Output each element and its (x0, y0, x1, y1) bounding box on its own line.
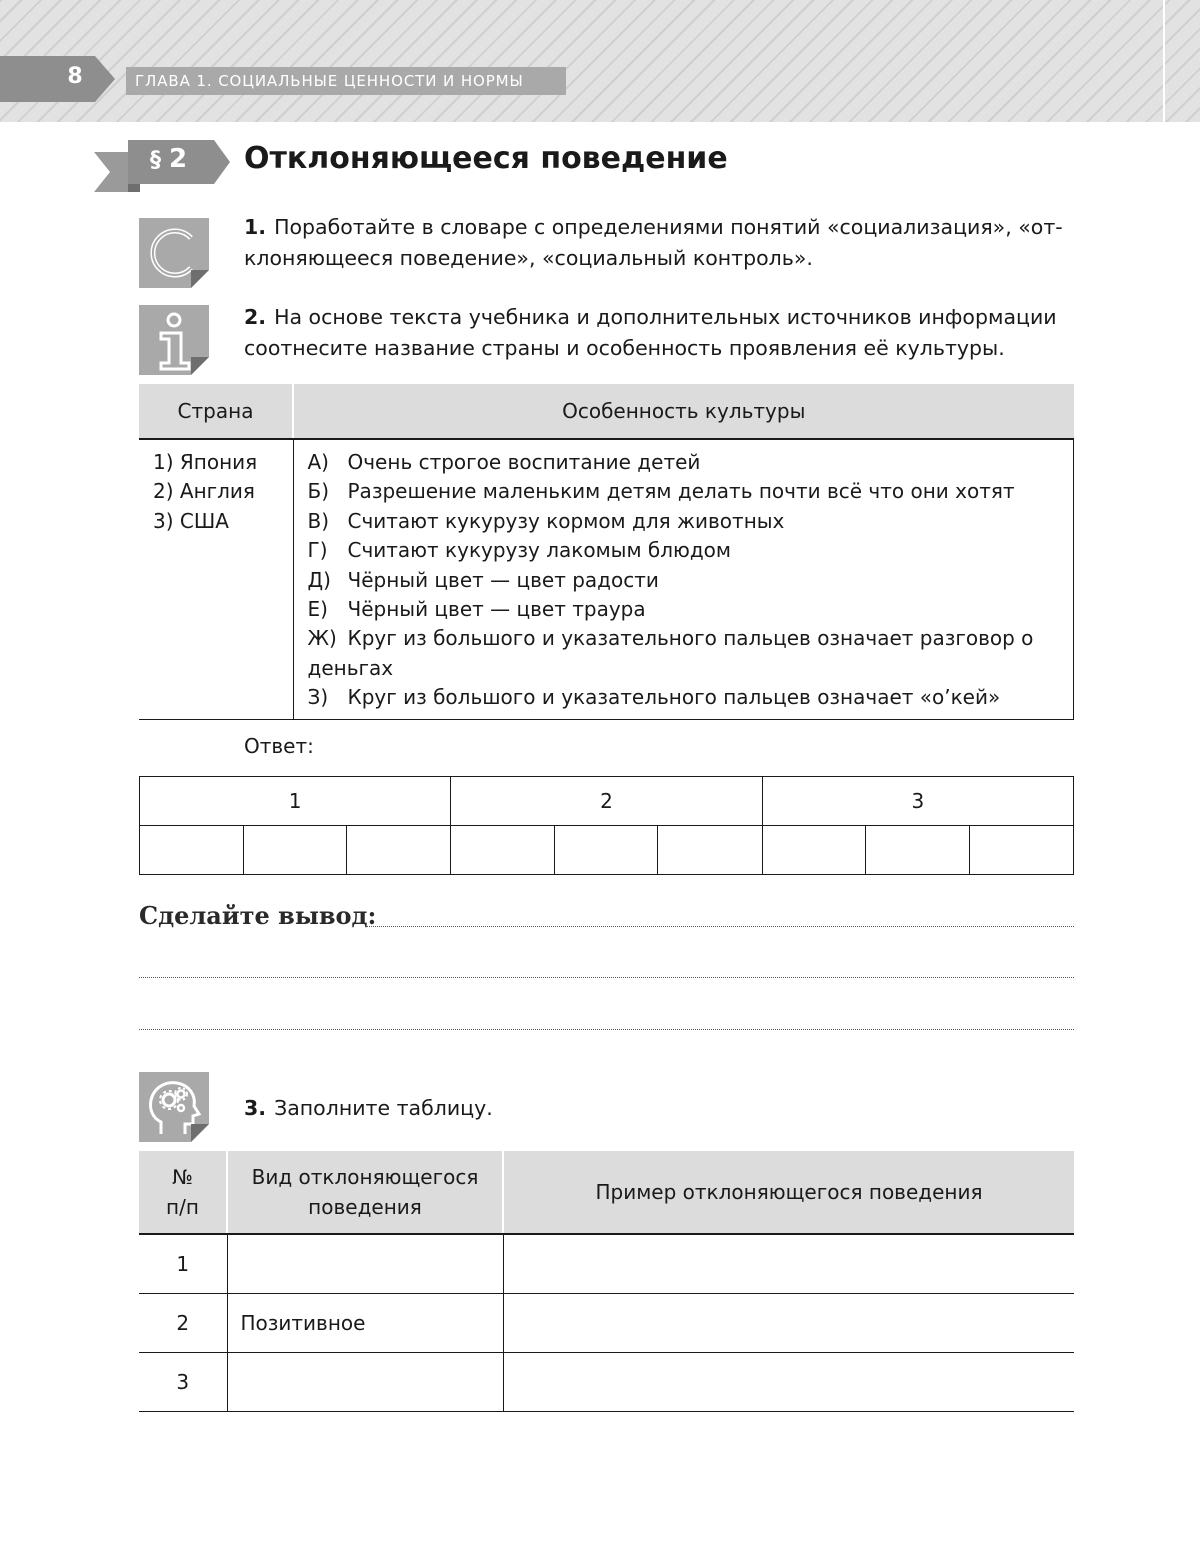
feature-letter: Б) (307, 479, 330, 504)
answer-cell[interactable] (658, 826, 762, 875)
feature-item (308, 683, 1060, 712)
page-number-tab (0, 56, 115, 102)
table-row (139, 1234, 1074, 1294)
answer-cell[interactable] (969, 826, 1073, 875)
task-2-number: 2. (244, 305, 267, 329)
feature-item (308, 448, 1060, 477)
feature-letter: З) (307, 685, 329, 710)
task-3-number: 3. (244, 1096, 267, 1120)
task-1-number: 1. (244, 215, 267, 239)
feature-letter: А) (307, 450, 329, 474)
kind-cell: Позитивное (227, 1294, 503, 1353)
icon-corner-fold (191, 1124, 209, 1142)
section-symbol: § (150, 148, 161, 173)
feature-text: Круг из большого и указательного пальцев означает «о’кей» (347, 685, 1001, 710)
feature-item (308, 507, 1060, 536)
header-kind-line-2: поведения (308, 1195, 422, 1219)
header-number (139, 1151, 227, 1234)
answer-column-header: 2 (451, 777, 762, 826)
feature-text: Разрешение маленьким детям делать почти всё что они хотят (347, 479, 1015, 504)
feature-text: деньгах (307, 655, 394, 680)
section-badge-shadow (128, 184, 140, 192)
conclusion-line[interactable] (366, 926, 1074, 927)
example-cell[interactable] (503, 1294, 1074, 1353)
icon-corner-fold (191, 270, 209, 288)
answer-label: Ответ: (244, 734, 314, 758)
feature-letter: В) (307, 508, 330, 533)
feature-letter: Г) (307, 538, 328, 563)
header-band (0, 0, 1200, 122)
feature-item (308, 536, 1060, 565)
answer-column-header: 3 (762, 777, 1073, 826)
feature-letter: Ж) (307, 626, 337, 651)
kind-cell[interactable] (227, 1234, 503, 1294)
table-row (139, 1294, 1074, 1353)
icon-corner-fold (191, 357, 209, 375)
answer-cell[interactable] (451, 826, 555, 875)
feature-letter: Д) (307, 567, 331, 592)
section-title: Отклоняющееся поведение (244, 141, 728, 176)
answer-cell[interactable] (554, 826, 658, 875)
answer-cell[interactable] (347, 826, 451, 875)
header-number-line-2: п/п (166, 1195, 199, 1219)
answer-cell[interactable] (140, 826, 244, 875)
answer-cell[interactable] (866, 826, 970, 875)
section-number-value: 2 (169, 144, 188, 174)
header-divider (1163, 0, 1165, 122)
header-number-line-1: № (172, 1165, 193, 1189)
example-cell[interactable] (503, 1234, 1074, 1294)
feature-text: Считают кукурузу кормом для животных (347, 508, 785, 533)
country-item: 1) Япония (153, 450, 258, 474)
example-cell[interactable] (503, 1353, 1074, 1412)
answer-table (139, 776, 1074, 875)
country-item: 2) Англия (153, 479, 255, 504)
task-1-text (244, 212, 1063, 274)
row-number: 1 (139, 1234, 227, 1294)
feature-text: Чёрный цвет — цвет радости (347, 567, 659, 592)
task-2-line-2: соотнесите название страны и особенность проявления её культуры. (244, 336, 1005, 360)
feature-text: Очень строгое воспитание детей (347, 450, 701, 474)
row-number: 3 (139, 1353, 227, 1412)
feature-text: Круг из большого и указательного пальцев означает разговор о (347, 626, 1034, 651)
section-number (150, 144, 220, 174)
table-row (139, 1353, 1074, 1412)
task-3-text (244, 1093, 493, 1124)
feature-item (308, 624, 1060, 653)
country-culture-table (139, 384, 1074, 720)
task-2-line-1: На основе текста учебника и дополнительных источников информации (274, 305, 1057, 329)
task-1-line-1: Поработайте в словаре с определениями понятий «социализация», «от- (274, 215, 1063, 239)
feature-item (308, 477, 1060, 506)
header-culture: Особенность культуры (293, 384, 1074, 439)
feature-item (308, 566, 1060, 595)
feature-text: Чёрный цвет — цвет траура (347, 597, 646, 622)
conclusion-line[interactable] (139, 1029, 1074, 1030)
task-2-text (244, 302, 1057, 364)
header-example: Пример отклоняющегося поведения (503, 1151, 1074, 1234)
chapter-title: ГЛАВА 1. СОЦИАЛЬНЫЕ ЦЕННОСТИ И НОРМЫ (135, 72, 524, 90)
answer-column-header: 1 (140, 777, 451, 826)
feature-text: Считают кукурузу лакомым блюдом (347, 538, 732, 563)
kind-cell[interactable] (227, 1353, 503, 1412)
conclusion-line[interactable] (139, 977, 1074, 978)
conclusion-label: Сделайте вывод: (139, 901, 377, 930)
task-3-instruction: Заполните таблицу. (274, 1096, 493, 1120)
deviant-behavior-table (139, 1151, 1074, 1412)
task-1-line-2: клоняющееся поведение», «социальный контроль». (244, 246, 813, 270)
feature-letter: Е) (307, 597, 328, 622)
feature-item-continuation (308, 654, 1060, 683)
countries-cell (139, 439, 293, 719)
answer-cell[interactable] (762, 826, 866, 875)
features-cell (293, 439, 1074, 719)
country-item: 3) США (153, 508, 229, 533)
feature-item (308, 595, 1060, 624)
header-kind (227, 1151, 503, 1234)
header-country: Страна (139, 384, 293, 439)
row-number: 2 (139, 1294, 227, 1353)
header-kind-line-1: Вид отклоняющегося (251, 1165, 479, 1189)
page-number: 8 (67, 64, 83, 89)
answer-cell[interactable] (243, 826, 347, 875)
